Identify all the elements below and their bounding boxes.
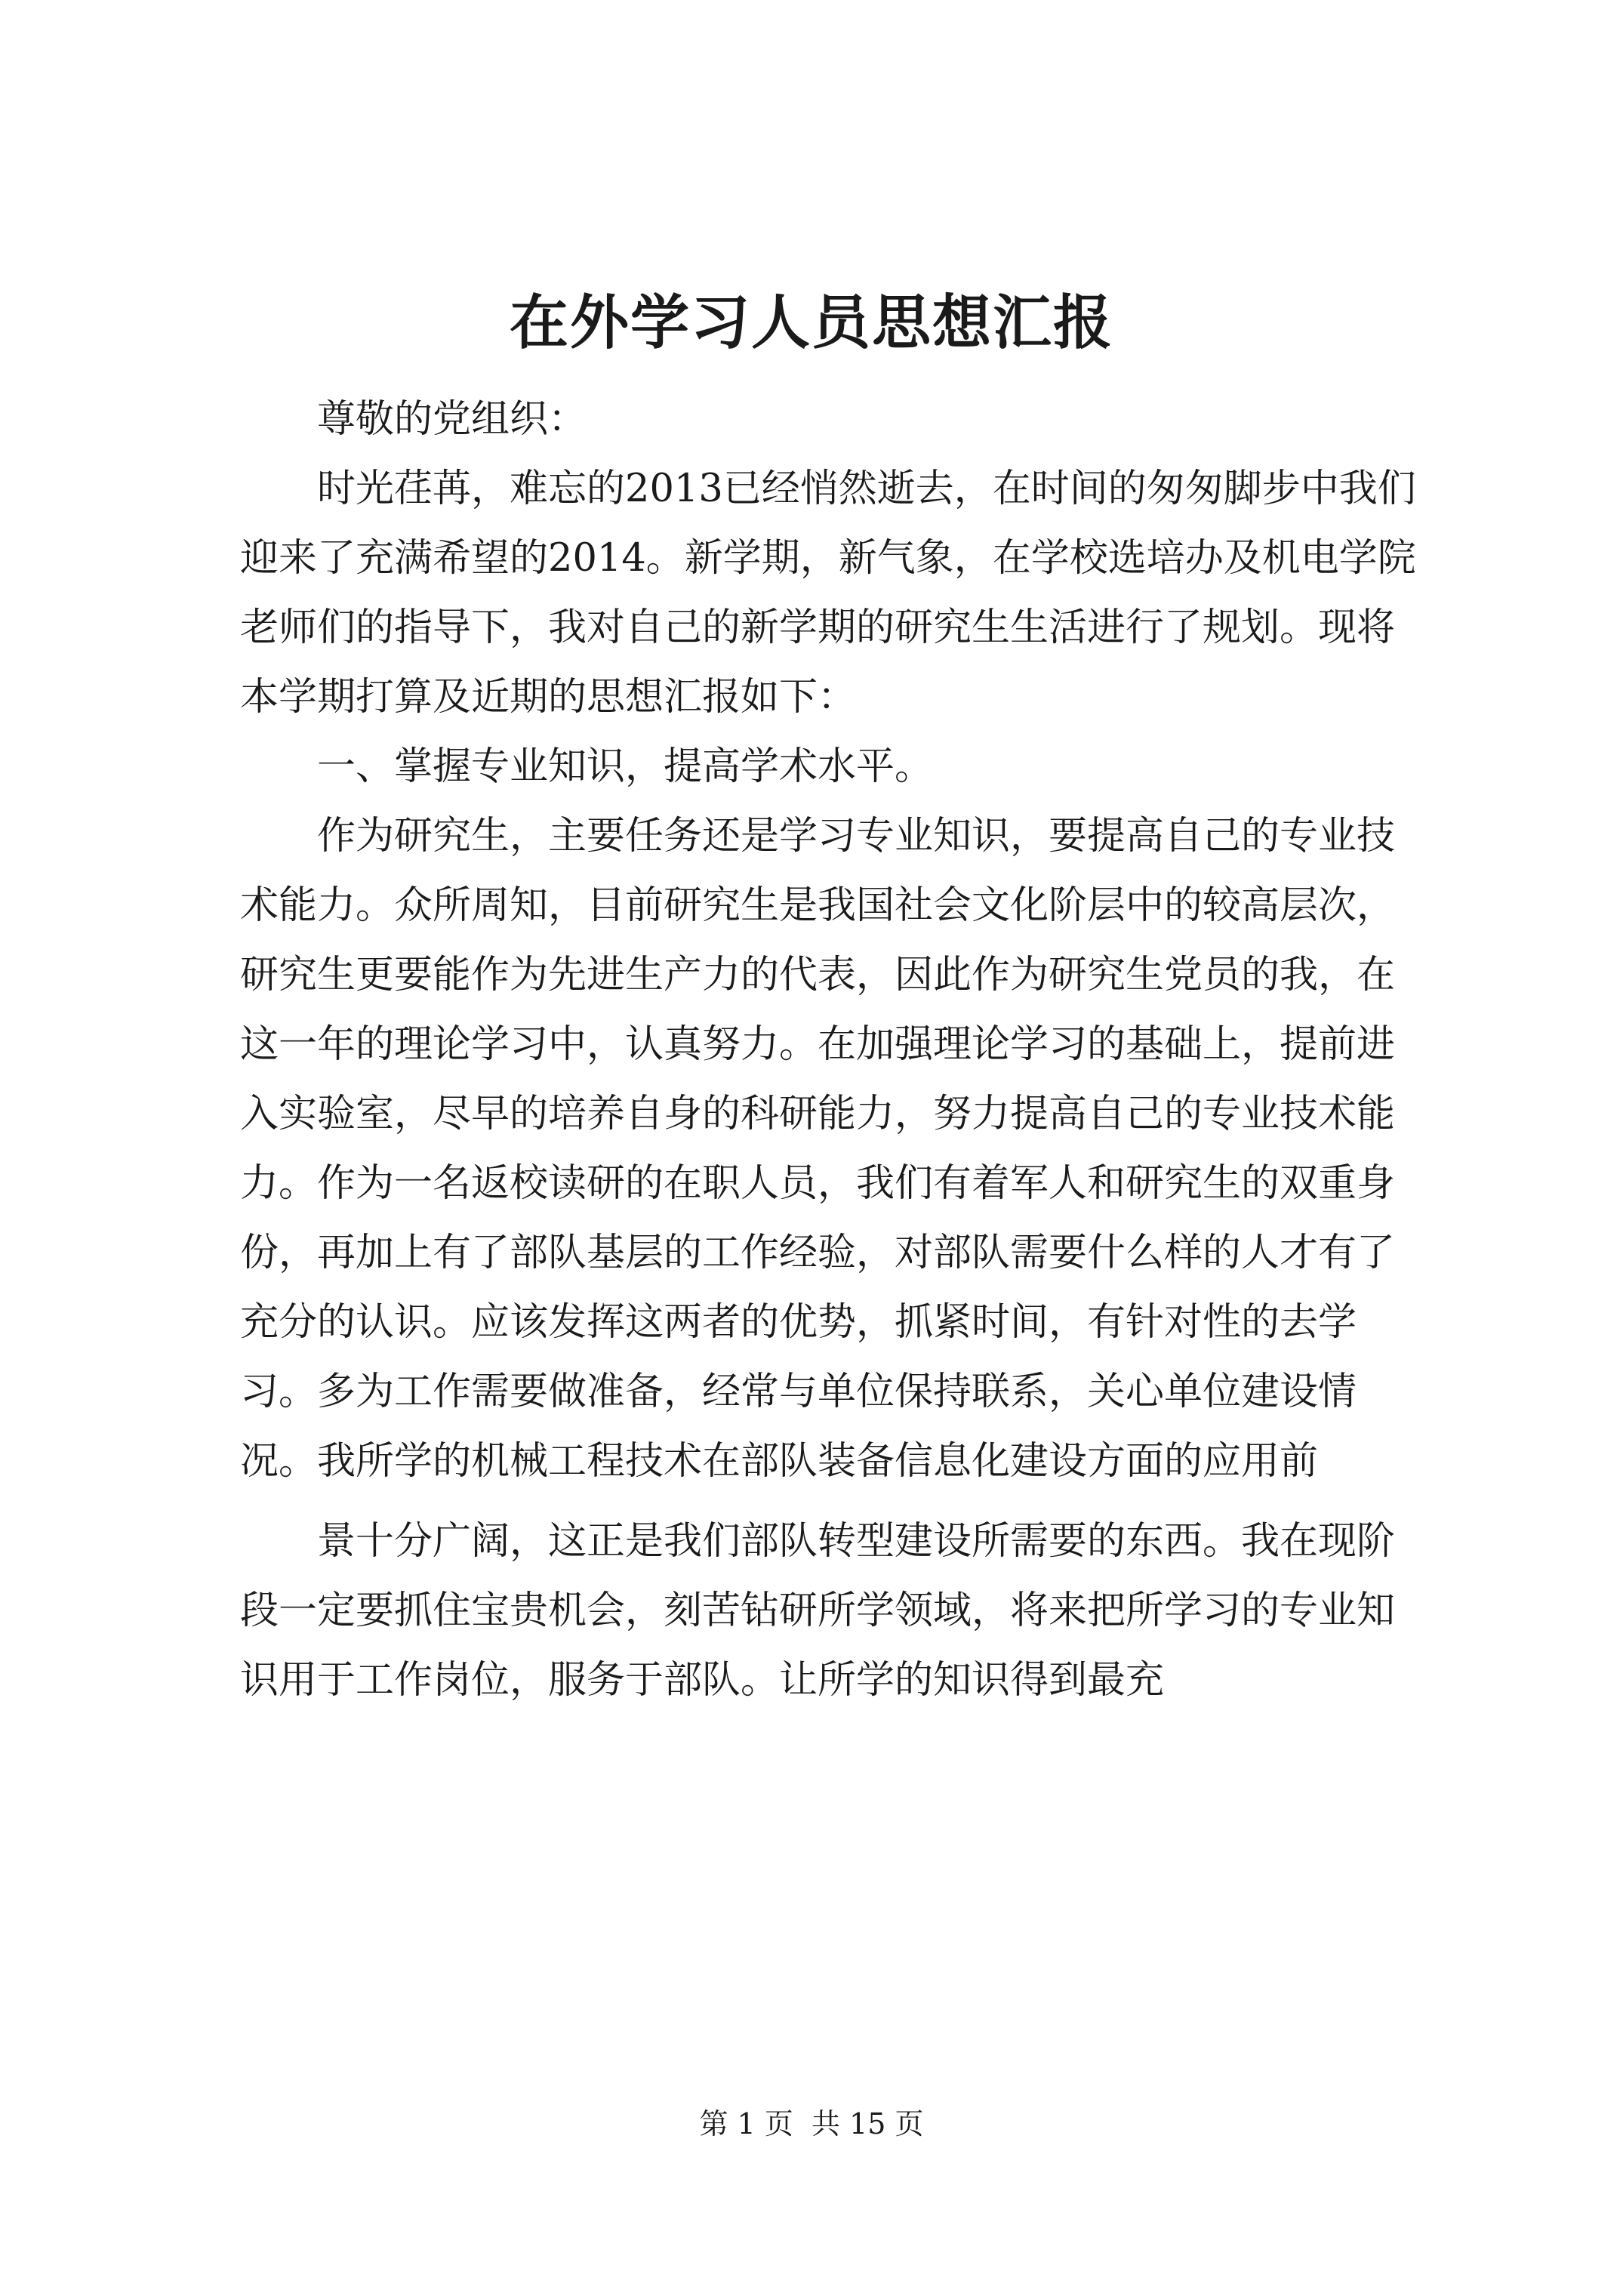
salutation: 尊敬的党组织： (317, 397, 587, 442)
paragraph-intro: 时光荏苒，难忘的2013已经悄然逝去，在时间的匆匆脚步中我们迎来了充满希望的2014。新学期，新气象，在学校选培办及机电学院老师们的指导下，我对自己的新学期的研究生生活进行了规划。现将本学期打算及近期的思想汇报如下： (240, 467, 1416, 720)
document-title: 在外学习人员思想汇报 (509, 288, 1113, 357)
section-heading: 一、掌握专业知识，提高学术水平。 (317, 744, 934, 789)
paragraph-study: 作为研究生，主要任务还是学习专业知识，要提高自己的专业技术能力。众所周知，目前研究生是我国社会文化阶层中的较高层次，研究生更要能作为先进生产力的代表，因此作为研究生党员的我，在这一年的理论学习中，认真努力。在加强理论学习的基础上，提前进入实验室，尽早的培养自身的科研能力，努力提高自己的专业技术能力。作为一名返校读研的在职人员，我们有着军人和研究生的双重身份，再加上有了部队基层的工作经验，对部队需要什么样的人才有了充分的认识。应该发挥这两者的优势，抓紧时间，有针对性的去学习。多为工作需要做准备，经常与单位保持联系，关心单位建设情况。我所学的机械工程技术在部队装备信息化建设方面的应用前 (240, 814, 1396, 1484)
paragraph-continued: 景十分广阔，这正是我们部队转型建设所需要的东西。我在现阶段一定要抓住宝贵机会，刻苦钻研所学领域，将来把所学习的专业知识用于工作岗位，服务于部队。让所学的知识得到最充 (240, 1519, 1396, 1703)
document-body (240, 385, 1425, 1715)
page-number-footer: 第 1 页 共 15 页 (699, 2107, 924, 2140)
